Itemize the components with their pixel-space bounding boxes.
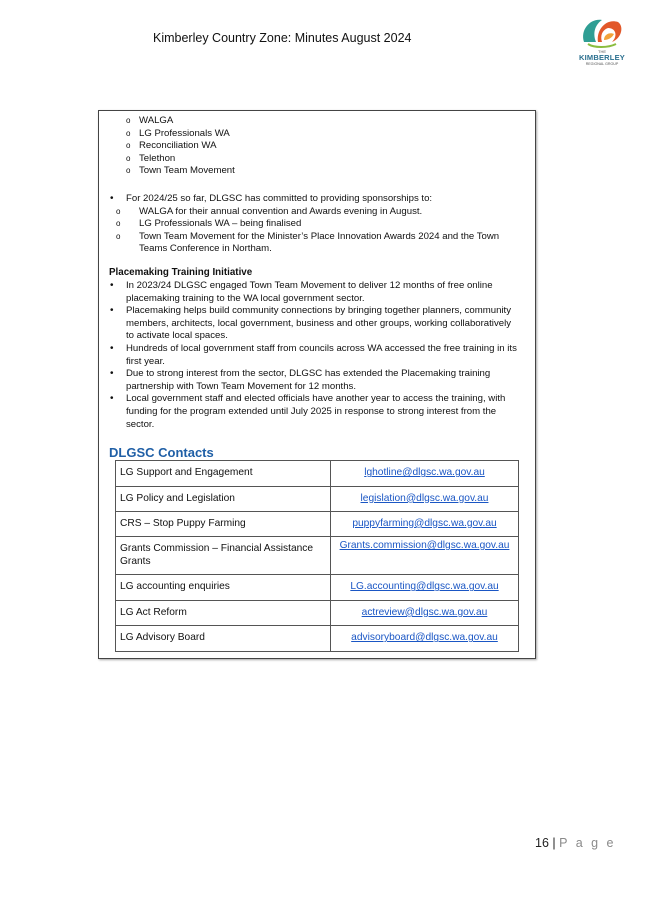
list-item: o WALGA bbox=[113, 115, 513, 128]
list-item: o Town Team Movement for the Minister’s Place Innovation Awards 2024 and the Town Teams Conference in Northam. bbox=[113, 231, 517, 256]
sponsorship-intro: For 2024/25 so far, DLGSC has committed to providing sponsorships to: bbox=[126, 193, 433, 204]
table-row bbox=[116, 487, 519, 512]
placemaking-list bbox=[109, 280, 517, 431]
list-item: o LG Professionals WA – being finalised bbox=[113, 218, 517, 231]
contact-label: LG Advisory Board bbox=[116, 626, 331, 652]
list-item: • Hundreds of local government staff from councils across WA accessed the free training in its first year. bbox=[109, 343, 517, 368]
table-row bbox=[116, 626, 519, 652]
page-number: 16 bbox=[535, 836, 549, 850]
page-header-title: Kimberley Country Zone: Minutes August 2024 bbox=[153, 31, 412, 45]
logo-tagline: REGIONAL GROUP bbox=[585, 61, 619, 66]
contact-label: Grants Commission – Financial Assistance Grants bbox=[116, 537, 331, 575]
list-item: o Reconciliation WA bbox=[113, 140, 513, 153]
sponsorship-bullet bbox=[109, 193, 517, 256]
list-item: o Town Team Movement bbox=[113, 165, 513, 178]
logo-small-text: THE bbox=[598, 49, 606, 54]
contact-label: LG Support and Engagement bbox=[116, 461, 331, 487]
table-row bbox=[116, 512, 519, 537]
contact-label: LG Policy and Legislation bbox=[116, 487, 331, 512]
page-number-footer bbox=[535, 836, 616, 850]
list-item: • Local government staff and elected officials have another year to access the training, with funding for the program extended until July 2025 in response to strong interest from the sector. bbox=[109, 393, 517, 431]
contact-email-link[interactable]: actreview@dlgsc.wa.gov.au bbox=[361, 606, 488, 618]
organisation-list bbox=[113, 115, 513, 178]
sponsorship-sub-list bbox=[126, 206, 517, 256]
page-word: P a g e bbox=[559, 836, 617, 850]
list-item: o Telethon bbox=[113, 153, 513, 166]
list-item: • Placemaking helps build community connections by bringing together planners, community members, architects, local government, business and other groups, working collaboratively to activate local spaces. bbox=[109, 305, 517, 343]
table-row bbox=[116, 461, 519, 487]
logo-swirl-icon bbox=[574, 12, 630, 52]
content-frame bbox=[98, 110, 536, 659]
list-item: • In 2023/24 DLGSC engaged Town Team Movement to deliver 12 months of free online placemaking training to the WA local government sector. bbox=[109, 280, 517, 305]
contact-email-link[interactable]: legislation@dlgsc.wa.gov.au bbox=[360, 492, 489, 504]
contact-email-link[interactable]: lghotline@dlgsc.wa.gov.au bbox=[364, 467, 485, 479]
table-row bbox=[116, 575, 519, 601]
contacts-table bbox=[115, 460, 519, 652]
list-item: o LG Professionals WA bbox=[113, 128, 513, 141]
contact-email-link[interactable]: LG.accounting@dlgsc.wa.gov.au bbox=[350, 581, 499, 593]
table-row bbox=[116, 537, 519, 575]
contact-label: LG accounting enquiries bbox=[116, 575, 331, 601]
contacts-heading: DLGSC Contacts bbox=[109, 445, 214, 460]
sponsorship-list bbox=[109, 193, 517, 256]
contact-email-link[interactable]: puppyfarming@dlgsc.wa.gov.au bbox=[352, 517, 497, 529]
list-item: o WALGA for their annual convention and Awards evening in August. bbox=[113, 206, 517, 219]
logo-name: KIMBERLEY bbox=[579, 53, 625, 62]
contact-email-link[interactable]: advisoryboard@dlgsc.wa.gov.au bbox=[351, 632, 498, 644]
contact-label: CRS – Stop Puppy Farming bbox=[116, 512, 331, 537]
kimberley-regional-group-logo bbox=[574, 12, 630, 72]
list-item: • Due to strong interest from the sector, DLGSC has extended the Placemaking training partnership with Town Team Movement for 12 months. bbox=[109, 368, 517, 393]
contact-label: LG Act Reform bbox=[116, 601, 331, 626]
placemaking-heading: Placemaking Training Initiative bbox=[109, 267, 253, 278]
table-row bbox=[116, 601, 519, 626]
page-separator: | bbox=[552, 836, 556, 850]
contact-email-link[interactable]: Grants.commission@dlgsc.wa.gov.au bbox=[339, 540, 510, 551]
